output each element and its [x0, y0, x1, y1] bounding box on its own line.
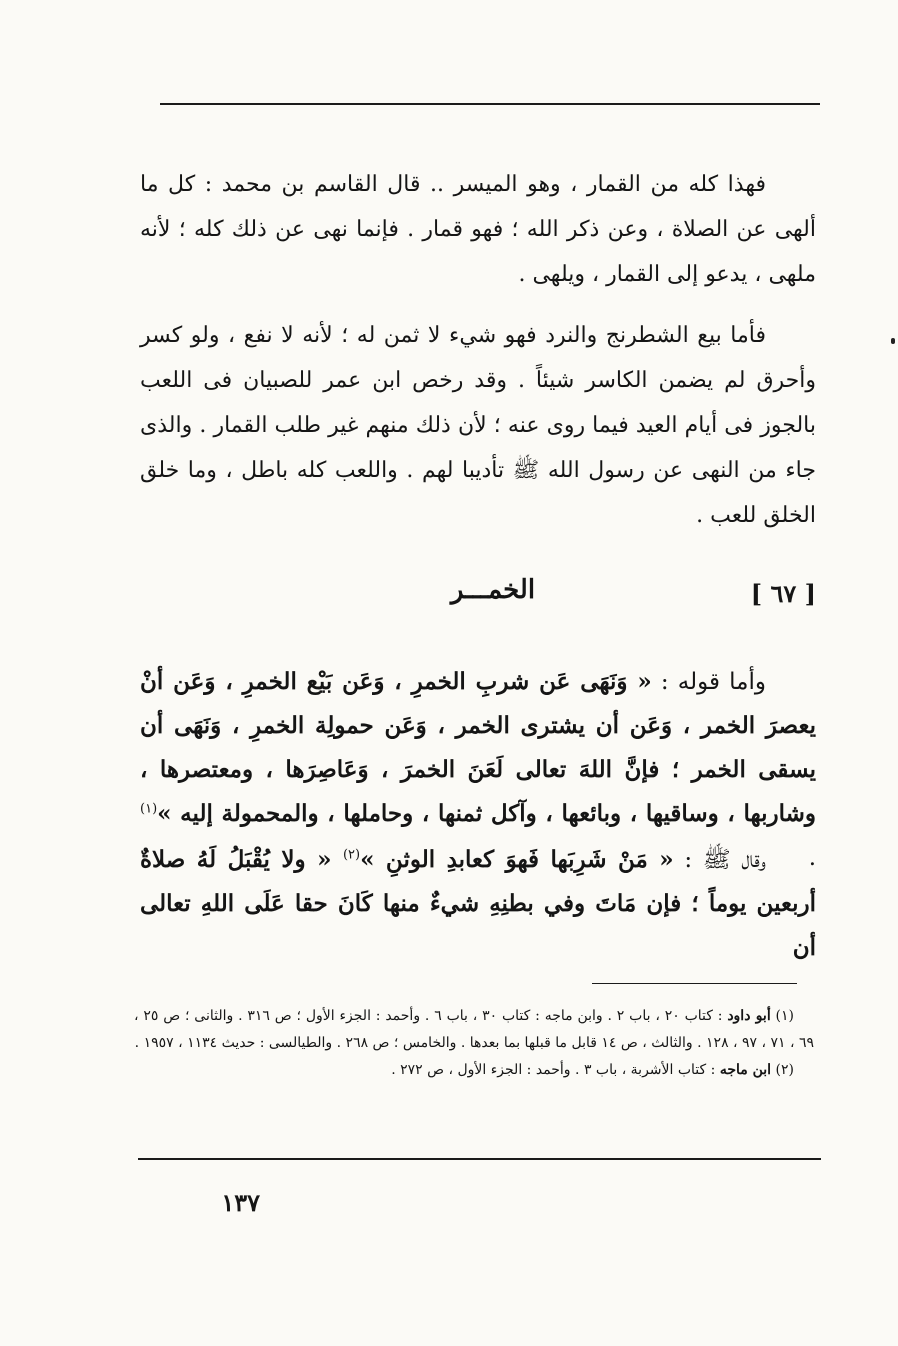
footnote-2-mark: (٢)	[771, 1062, 794, 1078]
footnote-1-mark: (١)	[770, 1008, 795, 1024]
hadith-paragraph-2-block	[140, 838, 816, 970]
footnote-2-text: : كتاب الأشربة ، باب ٣ . وأحمد : الجزء الأول ، ص ٢٧٢ .	[391, 1062, 720, 1078]
footnote-ref-1: (١)	[140, 801, 158, 817]
footnote-separator	[592, 983, 797, 984]
section-title: الخمـــر	[450, 575, 536, 605]
footnote-1-text: : كتاب ٢٠ ، باب ٢ . وابن ماجه : كتاب ٣٠ ، باب ٦ . وأحمد : الجزء الأول ؛ ص ٣١٦ . والثانى ؛ ص ٢٥ ، ٦٩ ، ٧١ ، ٩٧ ، ١٢٨ . والثالث ، ص ١٤ قابل ما قبلها بما بعدها . والخامس ؛ ص ٢٦٨ . والطيالسى : حديث ١١٣٤ ، ١٩٥٧ .	[134, 1008, 814, 1051]
rules-paragraph: فأما بيع الشطرنج والنرد فهو شيء لا ثمن له ؛ لأنه لا نفع ، ولو كسر وأحرق لم يضمن الكاسر شيئاً . وقد رخص ابن عمر للصبيان فى اللعب بالجوز فى أيام العيد فيما روى عنه ؛ لأن ذلك منهم غير طلب القمار . والذى جاء من النهى عن رسول الله ﷺ تأديبا لهم . واللعب كله باطل ، وما خلق الخلق للعب .	[140, 323, 816, 528]
hadith-2-text-b: « ولا يُقْبَلُ لَهُ صلاةٌ أربعين يوماً ؛ فإن مَاتَ وفي بطنِهِ شيءٌ منها كَانَ حقا عَلَى اللهِ تعالى أن	[140, 846, 816, 961]
hadith-paragraph-2	[140, 838, 816, 970]
bottom-rule	[138, 1158, 821, 1160]
margin-mark	[891, 338, 895, 344]
section-number: [ ٦٧ ]	[750, 579, 816, 608]
section-heading	[140, 575, 816, 621]
hadith-2-text-a: « مَنْ شَرِبَها فَهوَ كعابدِ الوثنِ »	[360, 846, 674, 873]
footnote-2-source: ابن ماجه	[719, 1062, 772, 1078]
top-rule	[160, 103, 820, 105]
hadith-1-lead: وأما قوله :	[651, 669, 766, 695]
hadith-2-lead: وقال ﷺ :	[673, 847, 766, 873]
intro-paragraph-block	[140, 162, 816, 297]
page-number: ١٣٧	[221, 1188, 260, 1217]
footnote-1-source: أبو داود	[727, 1008, 771, 1024]
rules-paragraph-block	[140, 313, 816, 538]
hadith-1-end: .	[808, 845, 816, 871]
footnote-1	[134, 1003, 814, 1057]
footnote-ref-2: (٢)	[342, 847, 361, 863]
footnotes	[134, 1003, 814, 1084]
intro-paragraph: فهذا كله من القمار ، وهو الميسر .. قال القاسم بن محمد : كل ما ألهى عن الصلاة ، وعن ذكر الله ؛ فهو قمار . فإنما نهى عن ذلك كله ؛ لأنه ملهى ، يدعو إلى القمار ، ويلهى .	[140, 172, 816, 287]
hadith-1-text: « وَنَهَى عَن شربِ الخمرِ ، وَعَن بَيْع الخمرِ ، وَعَن أنْ يعصرَ الخمر ، وَعَن أن يشترى الخمر ، وَعَن حمولِة الخمرِ ، وَنَهَى أن يسقى الخمر ؛ فإنَّ اللهَ تعالى لَعَنَ الخمرَ ، وَعَاصِرَها ، ومعتصرها ، وشاربها ، وساقيها ، وبائعها ، وآكل ثمنها ، وحاملها ، والمحمولة إليه »	[140, 668, 817, 827]
footnote-2	[134, 1057, 814, 1084]
